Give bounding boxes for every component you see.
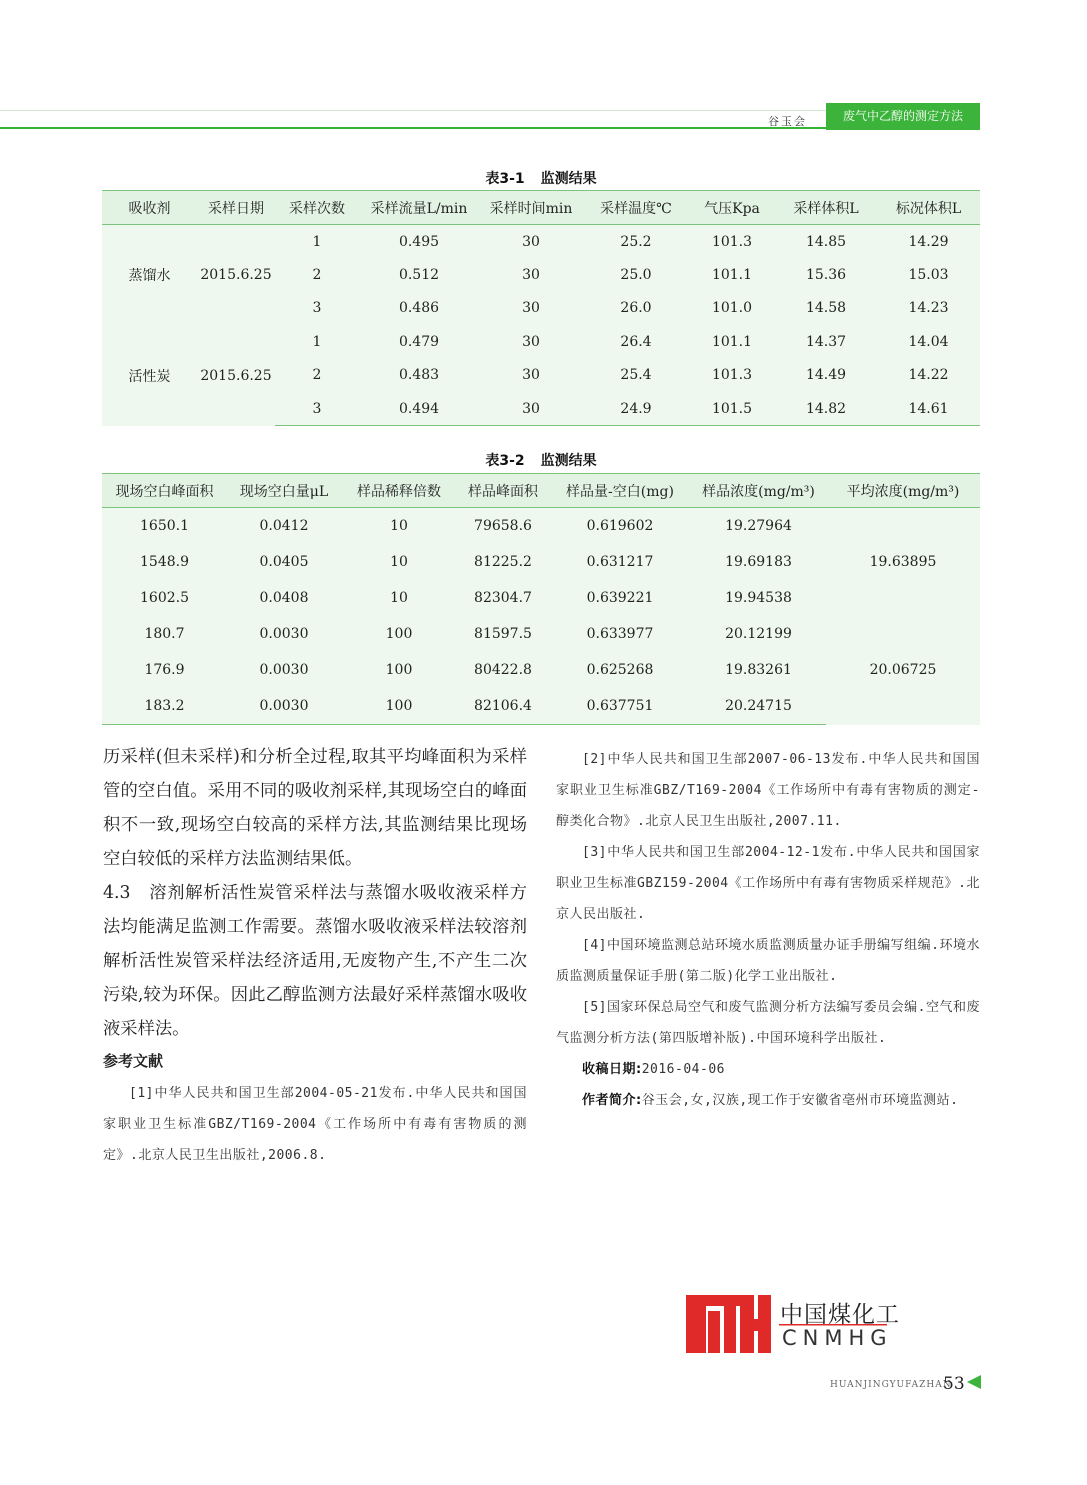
table1-header-cell: 吸收剂 <box>102 191 197 225</box>
table-cell: 2 <box>275 359 359 392</box>
table-cell: 101.1 <box>689 258 775 291</box>
received-date <box>556 1054 980 1085</box>
table-cell: 30 <box>479 359 583 392</box>
table-cell: 20.24715 <box>691 688 826 725</box>
table-cell: 101.0 <box>689 292 775 325</box>
table-cell: 25.0 <box>583 258 689 291</box>
table1-header-cell: 采样流量L/min <box>359 191 479 225</box>
table-cell: 82106.4 <box>457 688 549 725</box>
table-row <box>102 225 980 259</box>
table-cell: 0.637751 <box>549 688 691 725</box>
table2-caption <box>102 450 980 470</box>
table2-header-cell: 样品浓度(mg/m³) <box>691 474 826 508</box>
table2-caption-title: 监测结果 <box>540 453 597 469</box>
table-cell: 101.3 <box>689 225 775 259</box>
logo-text-cn: 中国煤化工 <box>780 1302 900 1328</box>
table-cell: 26.0 <box>583 292 689 325</box>
author-value: 谷玉会,女,汉族,现工作于安徽省亳州市环境监测站. <box>641 1093 959 1108</box>
table-cell: 81597.5 <box>457 616 549 652</box>
table-cell: 10 <box>341 580 457 616</box>
table-cell: 14.82 <box>775 392 877 426</box>
table2-caption-num: 表3-2 <box>485 453 525 469</box>
left-column <box>103 740 527 1171</box>
table-cell: 30 <box>479 225 583 259</box>
table-cell: 79658.6 <box>457 508 549 545</box>
table-cell: 101.3 <box>689 359 775 392</box>
table-cell: 30 <box>479 392 583 426</box>
table-cell: 0.483 <box>359 359 479 392</box>
table1-header-cell: 采样时间min <box>479 191 583 225</box>
table-cell: 100 <box>341 616 457 652</box>
table2-header-cell: 现场空白量μL <box>227 474 341 508</box>
received-value: 2016-04-06 <box>641 1062 725 1077</box>
table-cell: 14.23 <box>877 292 980 325</box>
table1-caption-title: 监测结果 <box>540 171 597 187</box>
body-paragraph: 历采样(但未采样)和分析全过程,取其平均峰面积为采样管的空白值。采用不同的吸收剂采样,其现场空白的峰面积不一致,现场空白较高的采样方法,其监测结果比现场空白较低的采样方法监测结果低。 <box>103 747 527 869</box>
table2-header-cell: 平均浓度(mg/m³) <box>826 474 980 508</box>
table-cell: 1602.5 <box>102 580 227 616</box>
table1-header-row <box>102 191 980 225</box>
table-cell: 80422.8 <box>457 652 549 688</box>
reference-item: [4]中国环境监测总站环境水质监测质量办证手册编写组编.环境水质监测质量保证手册(第二版)化学工业出版社. <box>556 938 980 984</box>
table-cell: 0.479 <box>359 325 479 358</box>
footer-journal: HUANJINGYUFAZHAN <box>830 1380 952 1390</box>
author-label: 作者简介: <box>582 1093 642 1108</box>
table-cell: 15.03 <box>877 258 980 291</box>
table-cell: 183.2 <box>102 688 227 725</box>
reference-item: [3]中华人民共和国卫生部2004-12-1发布.中华人民共和国国家职业卫生标准GBZ159-2004《工作场所中有毒有害物质采样规范》.北京人民出版社. <box>556 845 980 922</box>
table-cell: 20.12199 <box>691 616 826 652</box>
table1-header-cell: 标况体积L <box>877 191 980 225</box>
table-cell: 0.0408 <box>227 580 341 616</box>
references-heading: 参考文献 <box>103 1052 164 1070</box>
table-cell: 100 <box>341 652 457 688</box>
table2 <box>102 473 980 725</box>
table1-header-cell: 采样次数 <box>275 191 359 225</box>
table-cell: 25.2 <box>583 225 689 259</box>
table-cell: 0.631217 <box>549 544 691 580</box>
table-cell: 1650.1 <box>102 508 227 545</box>
header-author: 谷玉会 <box>768 115 807 128</box>
table-cell: 19.94538 <box>691 580 826 616</box>
table-cell: 30 <box>479 325 583 358</box>
table1-header-cell: 采样温度℃ <box>583 191 689 225</box>
table1 <box>102 190 980 426</box>
table-cell: 0.0412 <box>227 508 341 545</box>
table2-header-row <box>102 474 980 508</box>
date-cell: 2015.6.25 <box>197 325 275 426</box>
average-cell: 19.63895 <box>826 508 980 617</box>
page-number: 53 <box>943 1374 965 1394</box>
author-bio <box>556 1085 980 1116</box>
table2-header-cell: 现场空白峰面积 <box>102 474 227 508</box>
table-cell: 82304.7 <box>457 580 549 616</box>
arrow-left-icon <box>965 1373 983 1391</box>
table-cell: 1 <box>275 325 359 358</box>
table-cell: 0.625268 <box>549 652 691 688</box>
table-cell: 10 <box>341 544 457 580</box>
table-cell: 14.22 <box>877 359 980 392</box>
table-cell: 26.4 <box>583 325 689 358</box>
table-cell: 0.0405 <box>227 544 341 580</box>
table-cell: 81225.2 <box>457 544 549 580</box>
table-cell: 0.619602 <box>549 508 691 545</box>
table-cell: 0.494 <box>359 392 479 426</box>
table-cell: 30 <box>479 292 583 325</box>
table-cell: 1548.9 <box>102 544 227 580</box>
table-cell: 14.49 <box>775 359 877 392</box>
table-cell: 14.04 <box>877 325 980 358</box>
absorbent-cell: 活性炭 <box>102 325 197 426</box>
table-cell: 10 <box>341 508 457 545</box>
table-cell: 15.36 <box>775 258 877 291</box>
table1-header-cell: 采样日期 <box>197 191 275 225</box>
table-cell: 19.27964 <box>691 508 826 545</box>
table2-header-cell: 样品稀释倍数 <box>341 474 457 508</box>
table-cell: 14.85 <box>775 225 877 259</box>
table-cell: 0.633977 <box>549 616 691 652</box>
table1-caption-num: 表3-1 <box>485 171 525 187</box>
table-cell: 0.0030 <box>227 688 341 725</box>
table-cell: 100 <box>341 688 457 725</box>
table-cell: 24.9 <box>583 392 689 426</box>
table-cell: 3 <box>275 292 359 325</box>
table-cell: 14.58 <box>775 292 877 325</box>
table2-header-cell: 样品峰面积 <box>457 474 549 508</box>
table-cell: 19.83261 <box>691 652 826 688</box>
table-cell: 3 <box>275 392 359 426</box>
table-cell: 14.29 <box>877 225 980 259</box>
table-cell: 0.486 <box>359 292 479 325</box>
absorbent-cell: 蒸馏水 <box>102 225 197 326</box>
logo-text-en: CNMHG <box>782 1326 893 1350</box>
table-cell: 19.69183 <box>691 544 826 580</box>
table-cell: 101.5 <box>689 392 775 426</box>
average-cell: 20.06725 <box>826 616 980 725</box>
table-cell: 180.7 <box>102 616 227 652</box>
table-cell: 2 <box>275 258 359 291</box>
body-paragraph-4-3: 4.3 溶剂解析活性炭管采样法与蒸馏水吸收液采样方法均能满足监测工作需要。蒸馏水吸收液采样法较溶剂解析活性炭管采样法经济适用,无废物产生,不产生二次污染,较为环保。因此乙醇监测方法最好采样蒸馏水吸收液采样法。 <box>103 883 527 1039</box>
date-cell: 2015.6.25 <box>197 225 275 326</box>
table-cell: 0.639221 <box>549 580 691 616</box>
table-cell: 14.37 <box>775 325 877 358</box>
table1-header-cell: 气压Kpa <box>689 191 775 225</box>
table-cell: 176.9 <box>102 652 227 688</box>
right-column <box>556 744 980 1116</box>
reference-item: [5]国家环保总局空气和废气监测分析方法编写委员会编.空气和废气监测分析方法(第四版增补版).中国环境科学出版社. <box>556 1000 980 1046</box>
table-row <box>102 508 980 545</box>
reference-item: [1]中华人民共和国卫生部2004-05-21发布.中华人民共和国国家职业卫生标准GBZ/T169-2004《工作场所中有毒有害物质的测定》.北京人民卫生出版社,2006.8. <box>103 1086 527 1163</box>
table-cell: 14.61 <box>877 392 980 426</box>
table-cell: 0.0030 <box>227 616 341 652</box>
table-row <box>102 616 980 652</box>
table1-header-cell: 采样体积L <box>775 191 877 225</box>
table1-caption <box>102 168 980 188</box>
table-cell: 0.0030 <box>227 652 341 688</box>
table-cell: 0.495 <box>359 225 479 259</box>
table-row <box>102 325 980 358</box>
table-cell: 1 <box>275 225 359 259</box>
table-cell: 101.1 <box>689 325 775 358</box>
table-cell: 0.512 <box>359 258 479 291</box>
reference-item: [2]中华人民共和国卫生部2007-06-13发布.中华人民共和国国家职业卫生标准GBZ/T169-2004《工作场所中有毒有害物质的测定-醇类化合物》.北京人民卫生出版社,2007.11. <box>556 752 980 829</box>
header-section-tab: 废气中乙醇的测定方法 <box>826 103 980 130</box>
table-cell: 30 <box>479 258 583 291</box>
table-cell: 25.4 <box>583 359 689 392</box>
received-label: 收稿日期: <box>582 1062 642 1077</box>
table2-header-cell: 样品量-空白(mg) <box>549 474 691 508</box>
